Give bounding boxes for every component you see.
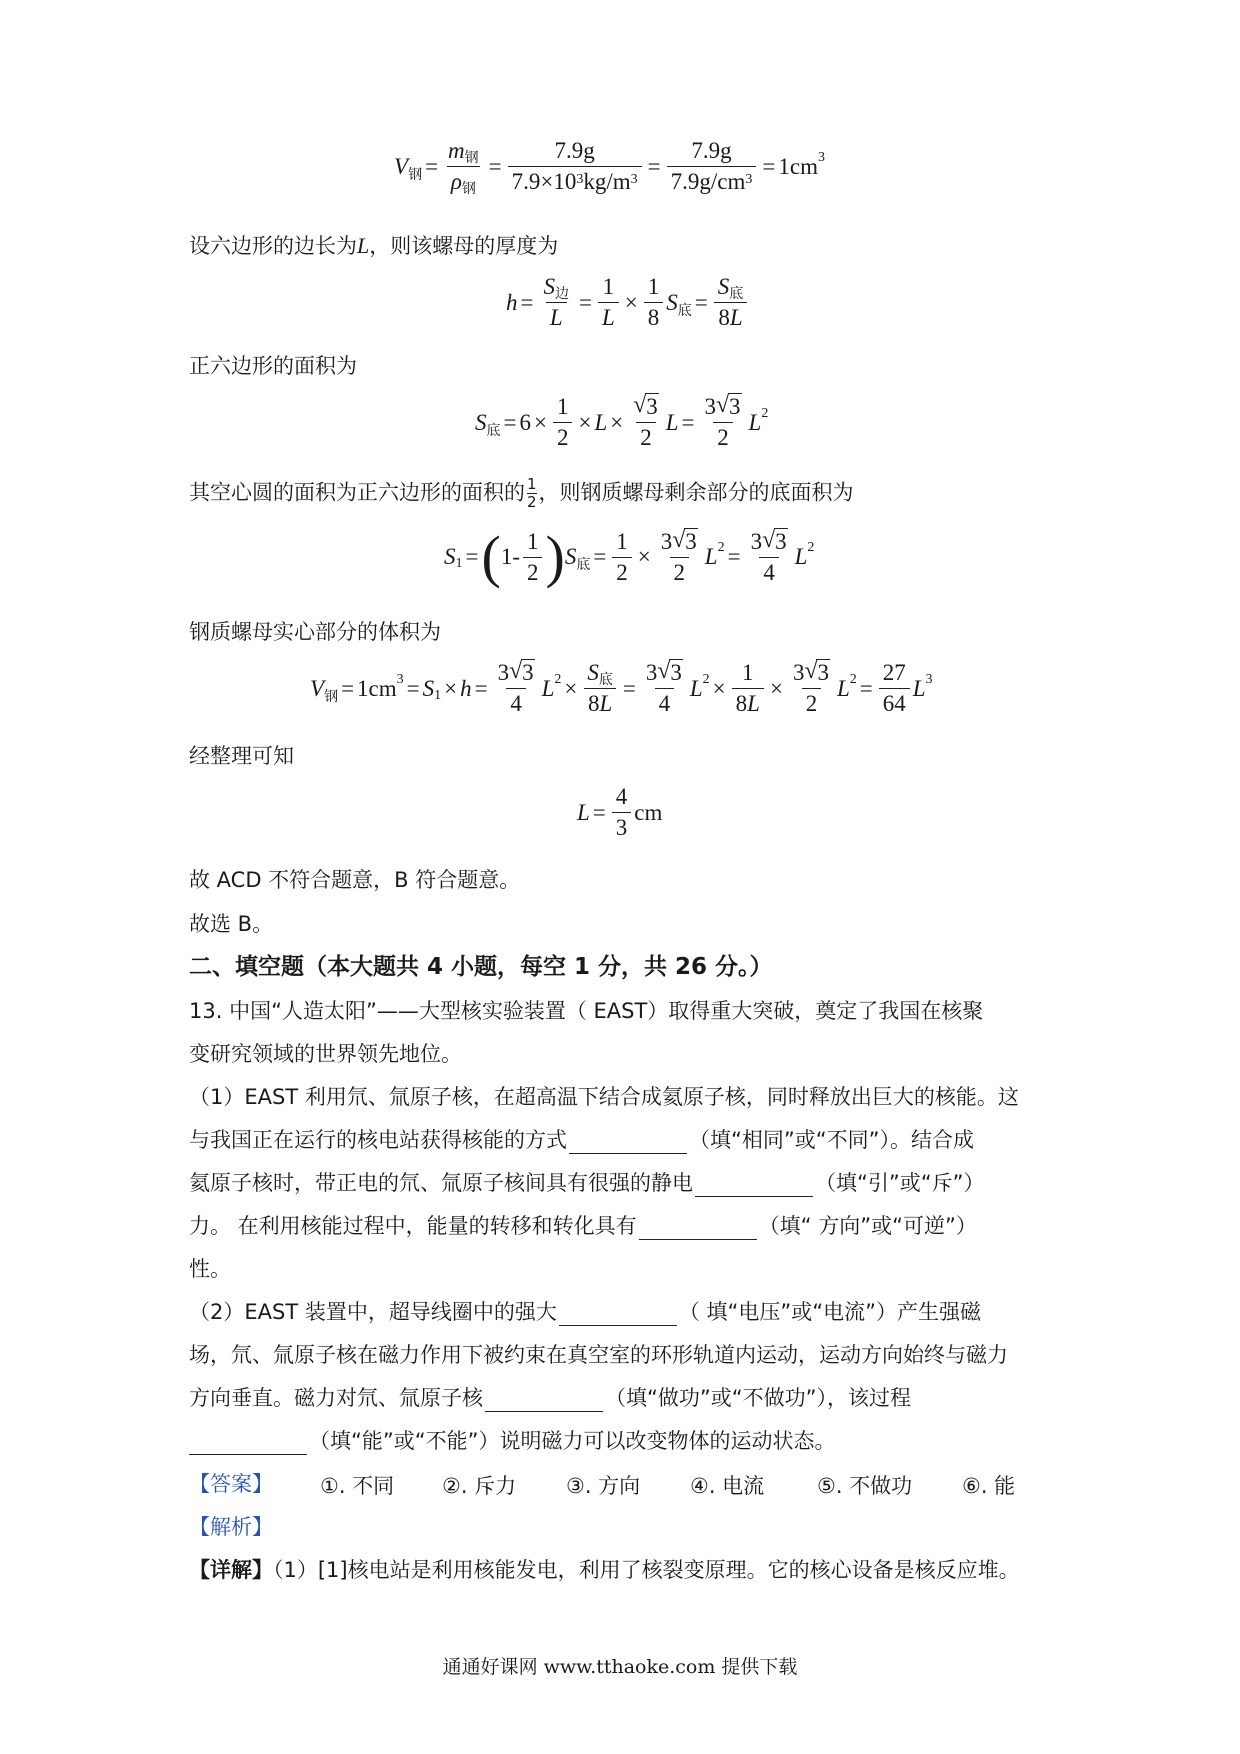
formula-volume-steel: V 钢 = $\frac{\text{m钢}}{\text{ρ钢}}$ = $\frac{7.9g}{7.9\times 10^3kg/m^3}$ = $\frac{7.9g}{7.9g/cm^3}$ = 1cm 3 — [394, 138, 825, 197]
answer-item-2: ②. 斥力 — [442, 1474, 517, 1498]
formula-thickness: h = $\frac{\text{S边}}{L}$ = $\frac{1}{L}$ × $\frac{1}{8}$ S 底 = $\frac{\text{S底}}{8L}$ — [506, 274, 750, 331]
analysis-tag: 【解析】 — [189, 1515, 273, 1539]
answer-blank-3[interactable] — [639, 1219, 757, 1240]
formula-remaining-area: S 1 = ( 1- $\frac{1}{2}$ ) S 底 = $\frac{1}{2}$ × $\frac{3√ 3}{2}$ L 2 = $\frac{3√ 3}{4}$ L 2 — [444, 528, 814, 586]
part-2-line-3: 方向垂直。磁力对氘、氚原子核 （填“做功”或“不做功”），该过程 — [189, 1386, 912, 1410]
formula-solid-volume: V 钢 = 1cm 3 = S 1 × h = $\frac{3√ 3}{4}$ L 2 × $\frac{\text{S底}}{8L}$ = $\frac{3√ 3}{4}$ L 2 × $\frac{1}{8L}$ × $\frac{3√ 3}{2}$ L 2 = $\frac{27}{64}$ L 3 — [310, 660, 933, 717]
part-1-line-3: 氦原子核时，带正电的氘、氚原子核间具有很强的静电 （填“引”或“斥”） — [189, 1171, 985, 1195]
part-1-line-5: 性。 — [189, 1257, 231, 1281]
text-line-choice: 故选 B。 — [189, 912, 274, 936]
answer-blank-6[interactable] — [189, 1434, 307, 1455]
text-line-hollow-circle: 其空心圆的面积为正六边形的面积的 $\frac{1}{2}$ ，则钢质螺母剩余部分的底面积为 — [189, 475, 854, 511]
answer-item-1: ①. 不同 — [320, 1474, 395, 1498]
answer-blank-2[interactable] — [695, 1176, 813, 1197]
answer-item-3: ③. 方向 — [566, 1474, 641, 1498]
text-line-rearrange: 经整理可知 — [189, 744, 294, 768]
answer-blank-1[interactable] — [569, 1133, 687, 1154]
answer-blank-4[interactable] — [559, 1305, 677, 1326]
page-footer: 通通好课网 www.tthaoke.com 提供下载 — [442, 1656, 798, 1678]
part-2-line-4: （填“能”或“不能”）说明磁力可以改变物体的运动状态。 — [189, 1427, 836, 1455]
text-line-solid-volume: 钢质螺母实心部分的体积为 — [189, 620, 441, 644]
answer-item-5: ⑤. 不做功 — [817, 1474, 913, 1498]
text-line-hexagon-side: 设六边形的边长为L，则该螺母的厚度为 — [189, 233, 559, 258]
detail-line: 【详解】（1）[1]核电站是利用核能发电，利用了核裂变原理。它的核心设备是核反应堆。 — [189, 1558, 1020, 1582]
part-2-line-1: （2）EAST 装置中，超导线圈中的强大 （ 填“电压”或“电流”）产生强磁 — [189, 1300, 982, 1324]
text-line-hexagon-area: 正六边形的面积为 — [189, 354, 357, 378]
question-13-line-1: 13. 中国“人造太阳”——大型核实验装置（ EAST）取得重大突破，奠定了我国在核聚 — [189, 999, 984, 1023]
answer-blank-5[interactable] — [485, 1391, 603, 1412]
part-1-line-1: （1）EAST 利用氘、氚原子核，在超高温下结合成氦原子核，同时释放出巨大的核能。这 — [189, 1085, 1019, 1109]
inline-fraction-half: $\frac{1}{2}$ — [527, 475, 537, 511]
answer-tag: 【答案】 — [189, 1472, 273, 1496]
formula-side-length: L = $\frac{4}{3}$ cm — [577, 784, 663, 840]
answer-item-4: ④. 电流 — [690, 1474, 765, 1498]
section-heading: 二、填空题（本大题共 4 小题，每空 1 分，共 26 分。） — [189, 954, 773, 980]
formula-base-area: S 底 = 6 × $\frac{1}{2}$ × L × √ $\frac{3}{2}$ L = $\frac{3√ 3}{2}$ L 2 — [475, 394, 768, 451]
part-1-line-2: 与我国正在运行的核电站获得核能的方式 （填“相同”或“不同”）。结合成 — [189, 1128, 975, 1152]
question-13-line-2: 变研究领域的世界领先地位。 — [189, 1042, 462, 1066]
part-1-line-4: 力。 在利用核能过程中，能量的转移和转化具有 （填“ 方向”或“可逆”） — [189, 1214, 977, 1238]
part-2-line-2: 场，氘、氚原子核在磁力作用下被约束在真空室的环形轨道内运动，运动方向始终与磁力 — [189, 1343, 1008, 1367]
text-line-conclusion: 故 ACD 不符合题意，B 符合题意。 — [189, 868, 521, 892]
answer-item-6: ⑥. 能 — [962, 1474, 1016, 1498]
